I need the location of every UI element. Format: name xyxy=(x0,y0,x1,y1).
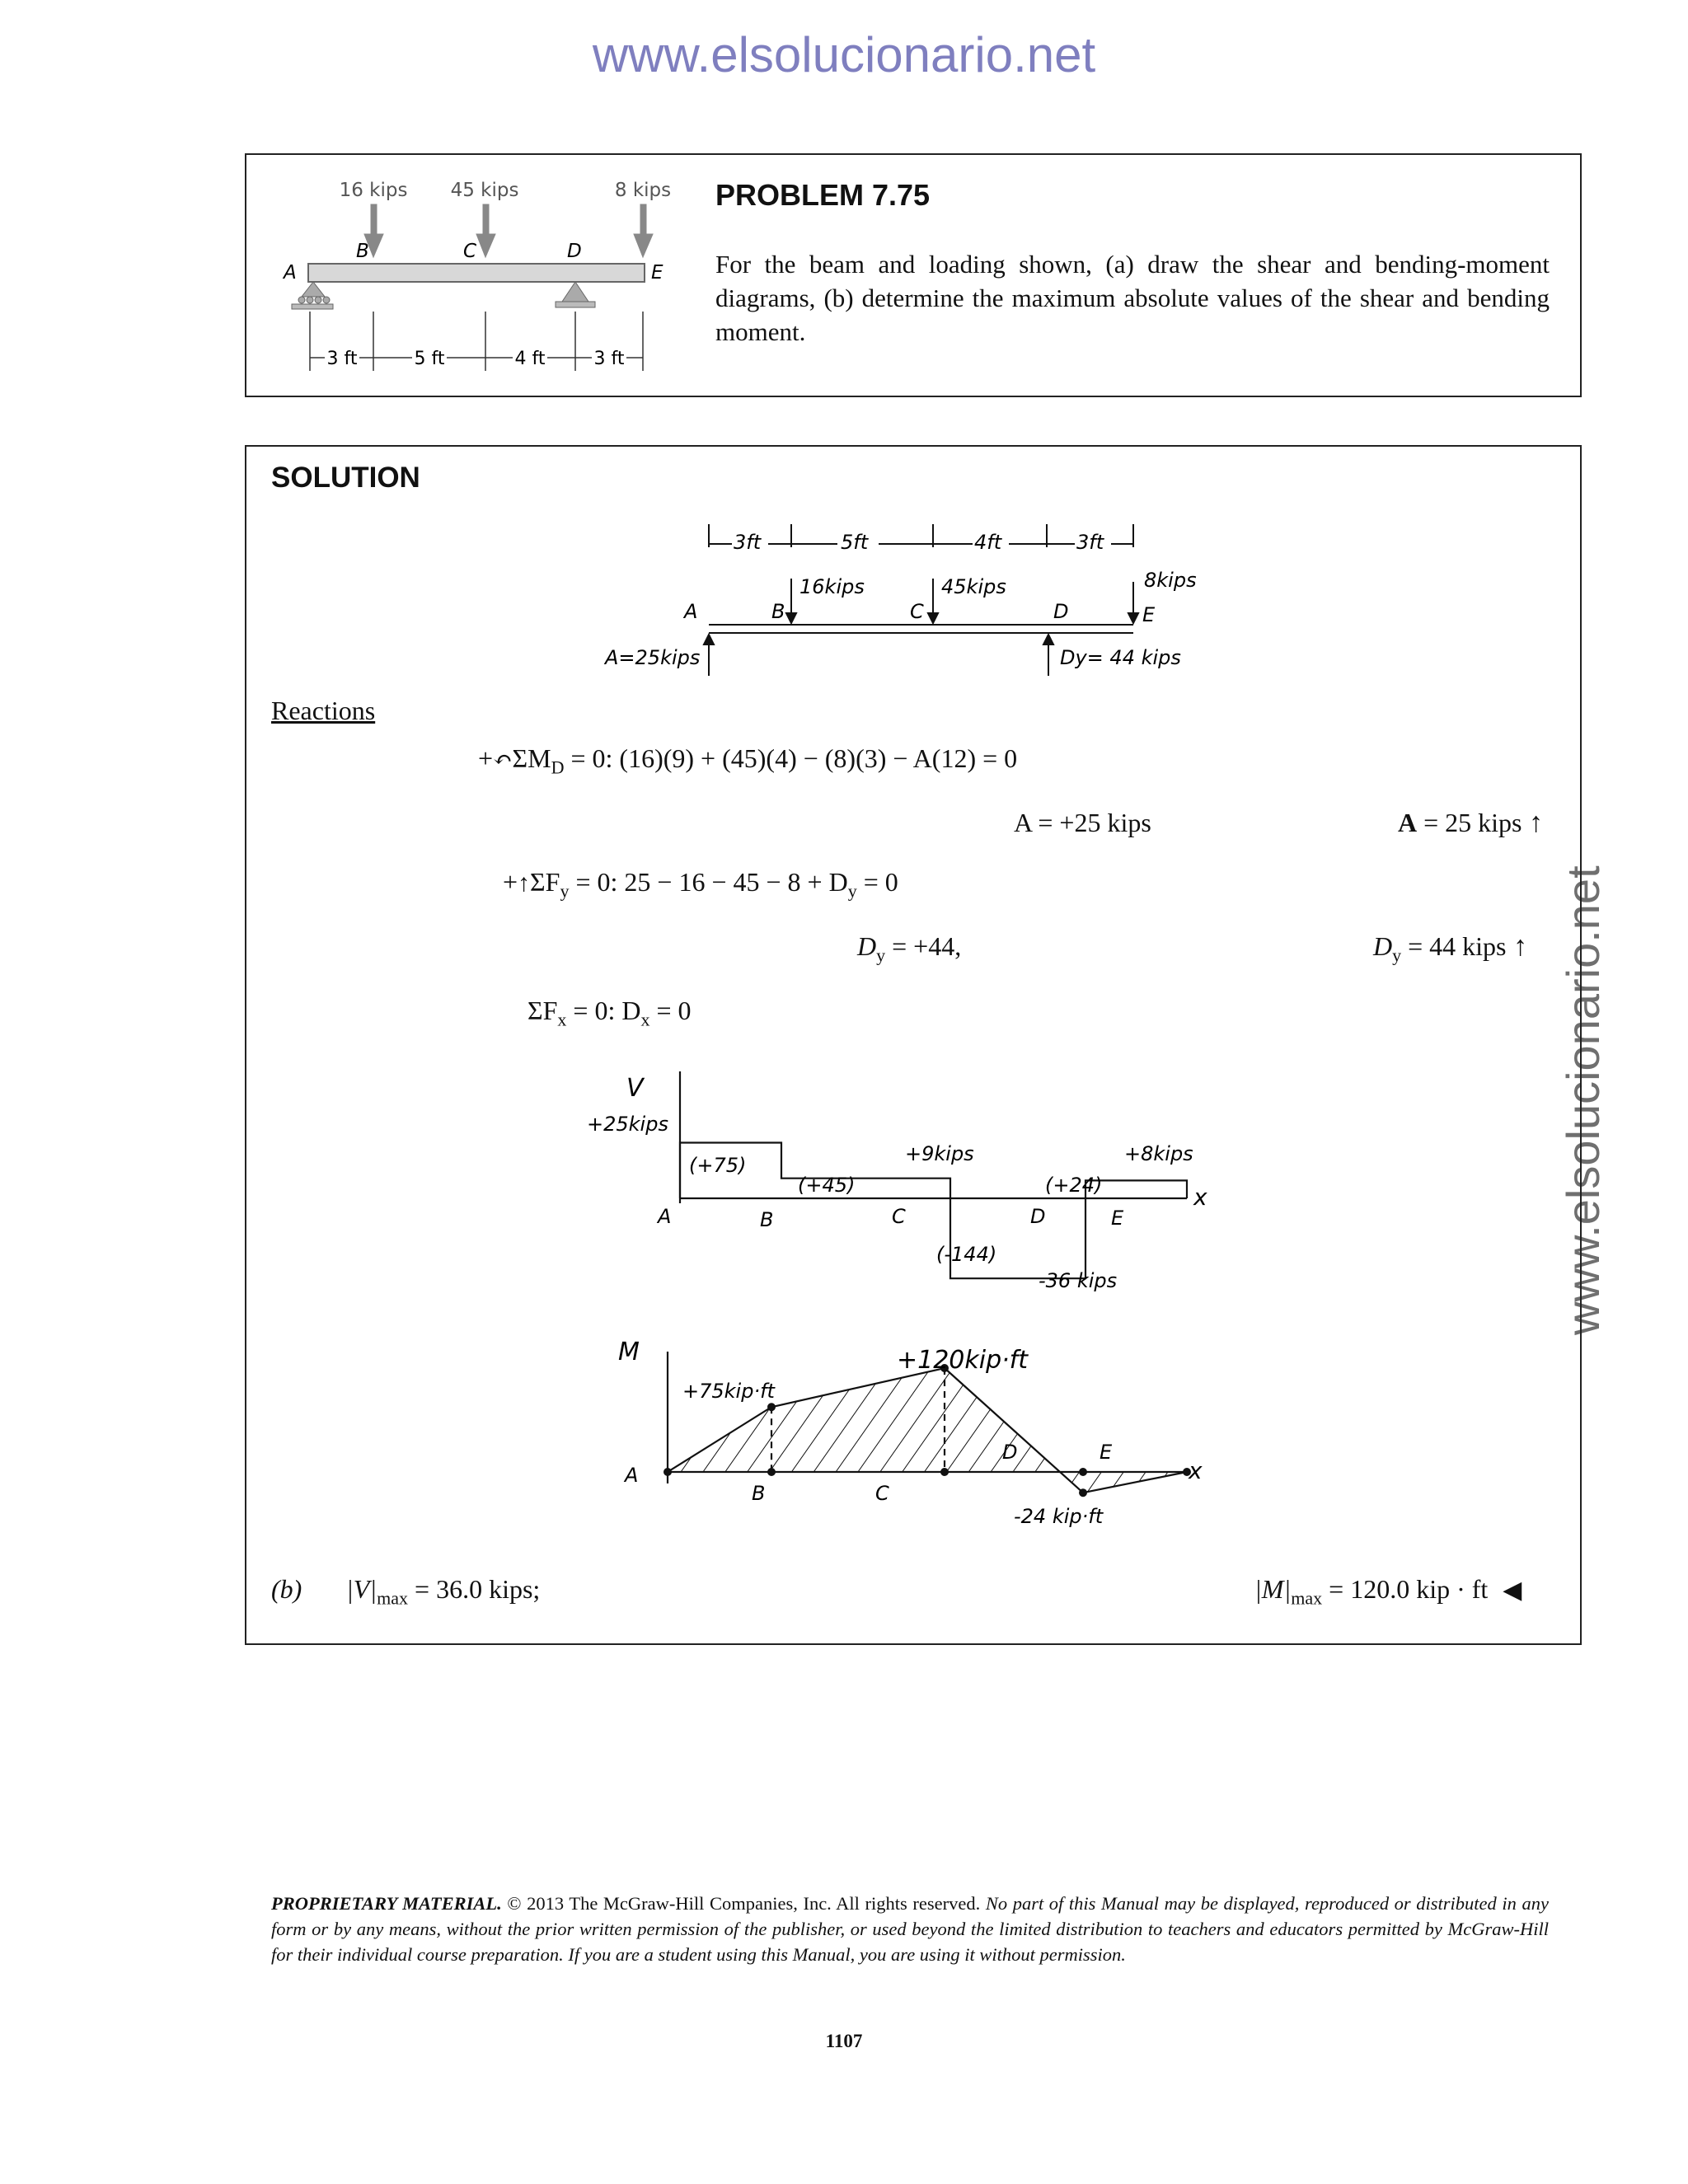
result-a xyxy=(1398,808,1543,839)
result-dy-value: = 44 kips xyxy=(1401,931,1507,961)
footer-normal: © 2013 The McGraw-Hill Companies, Inc. All rights reserved. xyxy=(501,1893,981,1914)
fbd-load-c: 45kips xyxy=(941,575,1006,598)
result-a-value: = 25 kips xyxy=(1417,808,1522,837)
eq3-end: = 0 xyxy=(856,867,898,897)
equation-dy-value xyxy=(857,931,961,966)
fbd-point-b: B xyxy=(771,600,785,623)
moment-axis-marker xyxy=(1079,1468,1087,1476)
fbd-load-e: 8kips xyxy=(1144,569,1197,592)
equation-sum-fx xyxy=(528,996,692,1030)
shear-area-de: (+24) xyxy=(1045,1174,1103,1197)
point-label-b: B xyxy=(356,241,369,262)
load-label-c: 45 kips xyxy=(450,180,519,201)
shear-area-bc: (+45) xyxy=(798,1174,856,1197)
shear-area-cd: (-144) xyxy=(936,1243,997,1266)
shear-point-a: A xyxy=(658,1205,672,1228)
eq1-sub: D xyxy=(551,757,565,778)
eq1-lhs: ΣM xyxy=(512,743,551,773)
shear-point-e: E xyxy=(1111,1207,1124,1230)
load-label-e: 8 kips xyxy=(614,180,672,201)
moment-label-mc: +120kip·ft xyxy=(897,1346,1029,1375)
shear-label-vd: -36 kips xyxy=(1039,1269,1118,1292)
watermark-side: www.elsolucionario.net xyxy=(1557,865,1609,1335)
footer-copyright xyxy=(271,1891,1549,1967)
equation-sum-fy: $+↑\Sigma F_y = 0$: $25 - 16 - 45 - 8 + D_y = 0$ xyxy=(503,867,898,902)
fbd-span-de: 3ft xyxy=(1076,531,1104,554)
up-arrow-icon: ↑ xyxy=(1506,931,1527,962)
shear-area-ab: (+75) xyxy=(689,1154,747,1177)
load-label-b: 16 kips xyxy=(339,180,408,201)
footer-italic: No part of this Manual may be displayed, reproduced or distributed in any form or by any means, without the prior written permission of the publisher, or used beyond the limited distribution to teachers and educators permitted by McGraw-Hill for their individual course preparation. If you are a student using this Manual, you are using it without permission. xyxy=(271,1893,1549,1965)
fbd-reaction-a: A=25kips xyxy=(605,646,701,669)
load-arrows xyxy=(364,204,653,257)
result-a-symbol: A xyxy=(1398,808,1418,837)
eq3-sub: y xyxy=(560,880,570,902)
equation-a-value: A = +25 kips xyxy=(1014,808,1151,837)
answer-m-sub: max xyxy=(1291,1587,1323,1609)
shear-axis-x: x xyxy=(1193,1183,1207,1211)
moment-axis-x: x xyxy=(1189,1457,1203,1484)
span-label-cd: 4 ft xyxy=(514,349,546,369)
moment-point-c: C xyxy=(875,1482,889,1505)
answer-marker-icon: ◀ xyxy=(1503,1577,1522,1604)
problem-text: For the beam and loading shown, (a) draw the shear and bending-moment diagrams, (b) determine the maximum absolute values of the shear and bending moment. xyxy=(715,250,1550,346)
span-label-de: 3 ft xyxy=(593,349,625,369)
eq1-sign: + xyxy=(478,743,494,773)
shear-point-c: C xyxy=(892,1205,906,1228)
moment-point-a: A xyxy=(625,1464,639,1487)
point-label-c: C xyxy=(463,241,477,262)
moment-axis-m: M xyxy=(618,1338,640,1366)
fbd-point-a: A xyxy=(684,600,698,623)
shear-label-va: +25kips xyxy=(587,1113,668,1136)
eq5-lhs: ΣF xyxy=(528,996,558,1025)
eq4-lhs: D xyxy=(857,931,877,961)
problem-title: PROBLEM 7.75 xyxy=(715,178,931,212)
problem-figure xyxy=(264,165,692,379)
moment-point-marker xyxy=(663,1468,672,1476)
answer-v-value: = 36.0 kips; xyxy=(408,1574,541,1604)
moment-point-marker xyxy=(767,1403,776,1411)
result-dy xyxy=(1373,931,1527,966)
point-label-d: D xyxy=(567,241,582,262)
moment-label-mb: +75kip·ft xyxy=(682,1380,775,1403)
eq5-mid: = 0: D xyxy=(566,996,641,1025)
up-arrow-icon: ↑ xyxy=(1522,808,1543,838)
eq5-end: = 0 xyxy=(649,996,692,1025)
answer-v-sub: max xyxy=(377,1587,409,1609)
fbd-load-b: 16kips xyxy=(799,575,865,598)
moment-label-md: -24 kip·ft xyxy=(1014,1505,1104,1528)
point-label-e: E xyxy=(651,262,663,284)
free-body-diagram xyxy=(593,511,1236,684)
solution-title: SOLUTION xyxy=(271,462,420,494)
point-label-a: A xyxy=(284,262,297,284)
result-dy-symbol: D xyxy=(1373,931,1393,961)
reactions-label: Reactions xyxy=(271,696,376,725)
answer-label xyxy=(271,1574,302,1605)
moment-diagram xyxy=(577,1335,1236,1549)
fbd-span-ab: 3ft xyxy=(734,531,762,554)
answer-vmax xyxy=(346,1574,540,1609)
answer-m-symbol: |M| xyxy=(1254,1574,1292,1604)
beam xyxy=(308,264,645,282)
moment-axis-marker xyxy=(940,1468,949,1476)
eq5-sub: x xyxy=(557,1009,567,1030)
answer-m-value: = 120.0 kip · ft xyxy=(1322,1574,1489,1604)
moment-point-marker xyxy=(1079,1488,1087,1497)
fbd-reaction-d: Dy= 44 kips xyxy=(1060,646,1181,669)
shear-label-vc: +9kips xyxy=(905,1142,974,1165)
watermark-top: www.elsolucionario.net xyxy=(592,27,1096,82)
result-dy-sub: y xyxy=(1392,944,1402,966)
fbd-point-d: D xyxy=(1053,600,1069,623)
fbd-point-c: C xyxy=(910,600,924,623)
eq3-rhs: = 0: 25 − 16 − 45 − 8 + D xyxy=(569,867,848,897)
moment-point-d: D xyxy=(1002,1441,1018,1464)
fbd-point-e: E xyxy=(1142,603,1156,626)
moment-axis-marker xyxy=(767,1468,776,1476)
shear-point-b: B xyxy=(760,1208,774,1231)
fbd-span-cd: 4ft xyxy=(974,531,1002,554)
equation-moment-d: $+↶\Sigma M_D = 0$: (16)(9) + (45)(4) − (8)(3) − A(12) = 0 xyxy=(478,743,1018,778)
eq4-rhs: = +44, xyxy=(885,931,962,961)
eq3-lhs: ΣF xyxy=(530,867,560,897)
eq3-sign: + xyxy=(503,867,518,897)
answer-mmax xyxy=(1254,1574,1522,1609)
page-number: 1107 xyxy=(825,2031,863,2051)
answer-part: (b) xyxy=(271,1574,302,1604)
fbd-span-bc: 5ft xyxy=(841,531,869,554)
shear-axis-v: V xyxy=(626,1074,644,1103)
footer-bold: PROPRIETARY MATERIAL. xyxy=(271,1893,502,1914)
span-label-ab: 3 ft xyxy=(326,349,358,369)
eq4-sub: y xyxy=(876,944,886,966)
moment-point-e: E xyxy=(1100,1441,1113,1464)
roller-support-a xyxy=(292,282,333,309)
moment-point-b: B xyxy=(752,1482,766,1505)
eq5-sub2: x xyxy=(640,1009,650,1030)
eq1-rhs: = 0: (16)(9) + (45)(4) − (8)(3) − A(12) = 0 xyxy=(564,743,1018,773)
eq3-sub2: y xyxy=(847,880,857,902)
shear-diagram xyxy=(577,1063,1236,1327)
span-label-bc: 5 ft xyxy=(414,349,445,369)
shear-point-d: D xyxy=(1030,1205,1046,1228)
shear-label-ve: +8kips xyxy=(1124,1142,1193,1165)
answer-v-symbol: |V| xyxy=(346,1574,377,1604)
pin-support-d xyxy=(556,282,595,307)
